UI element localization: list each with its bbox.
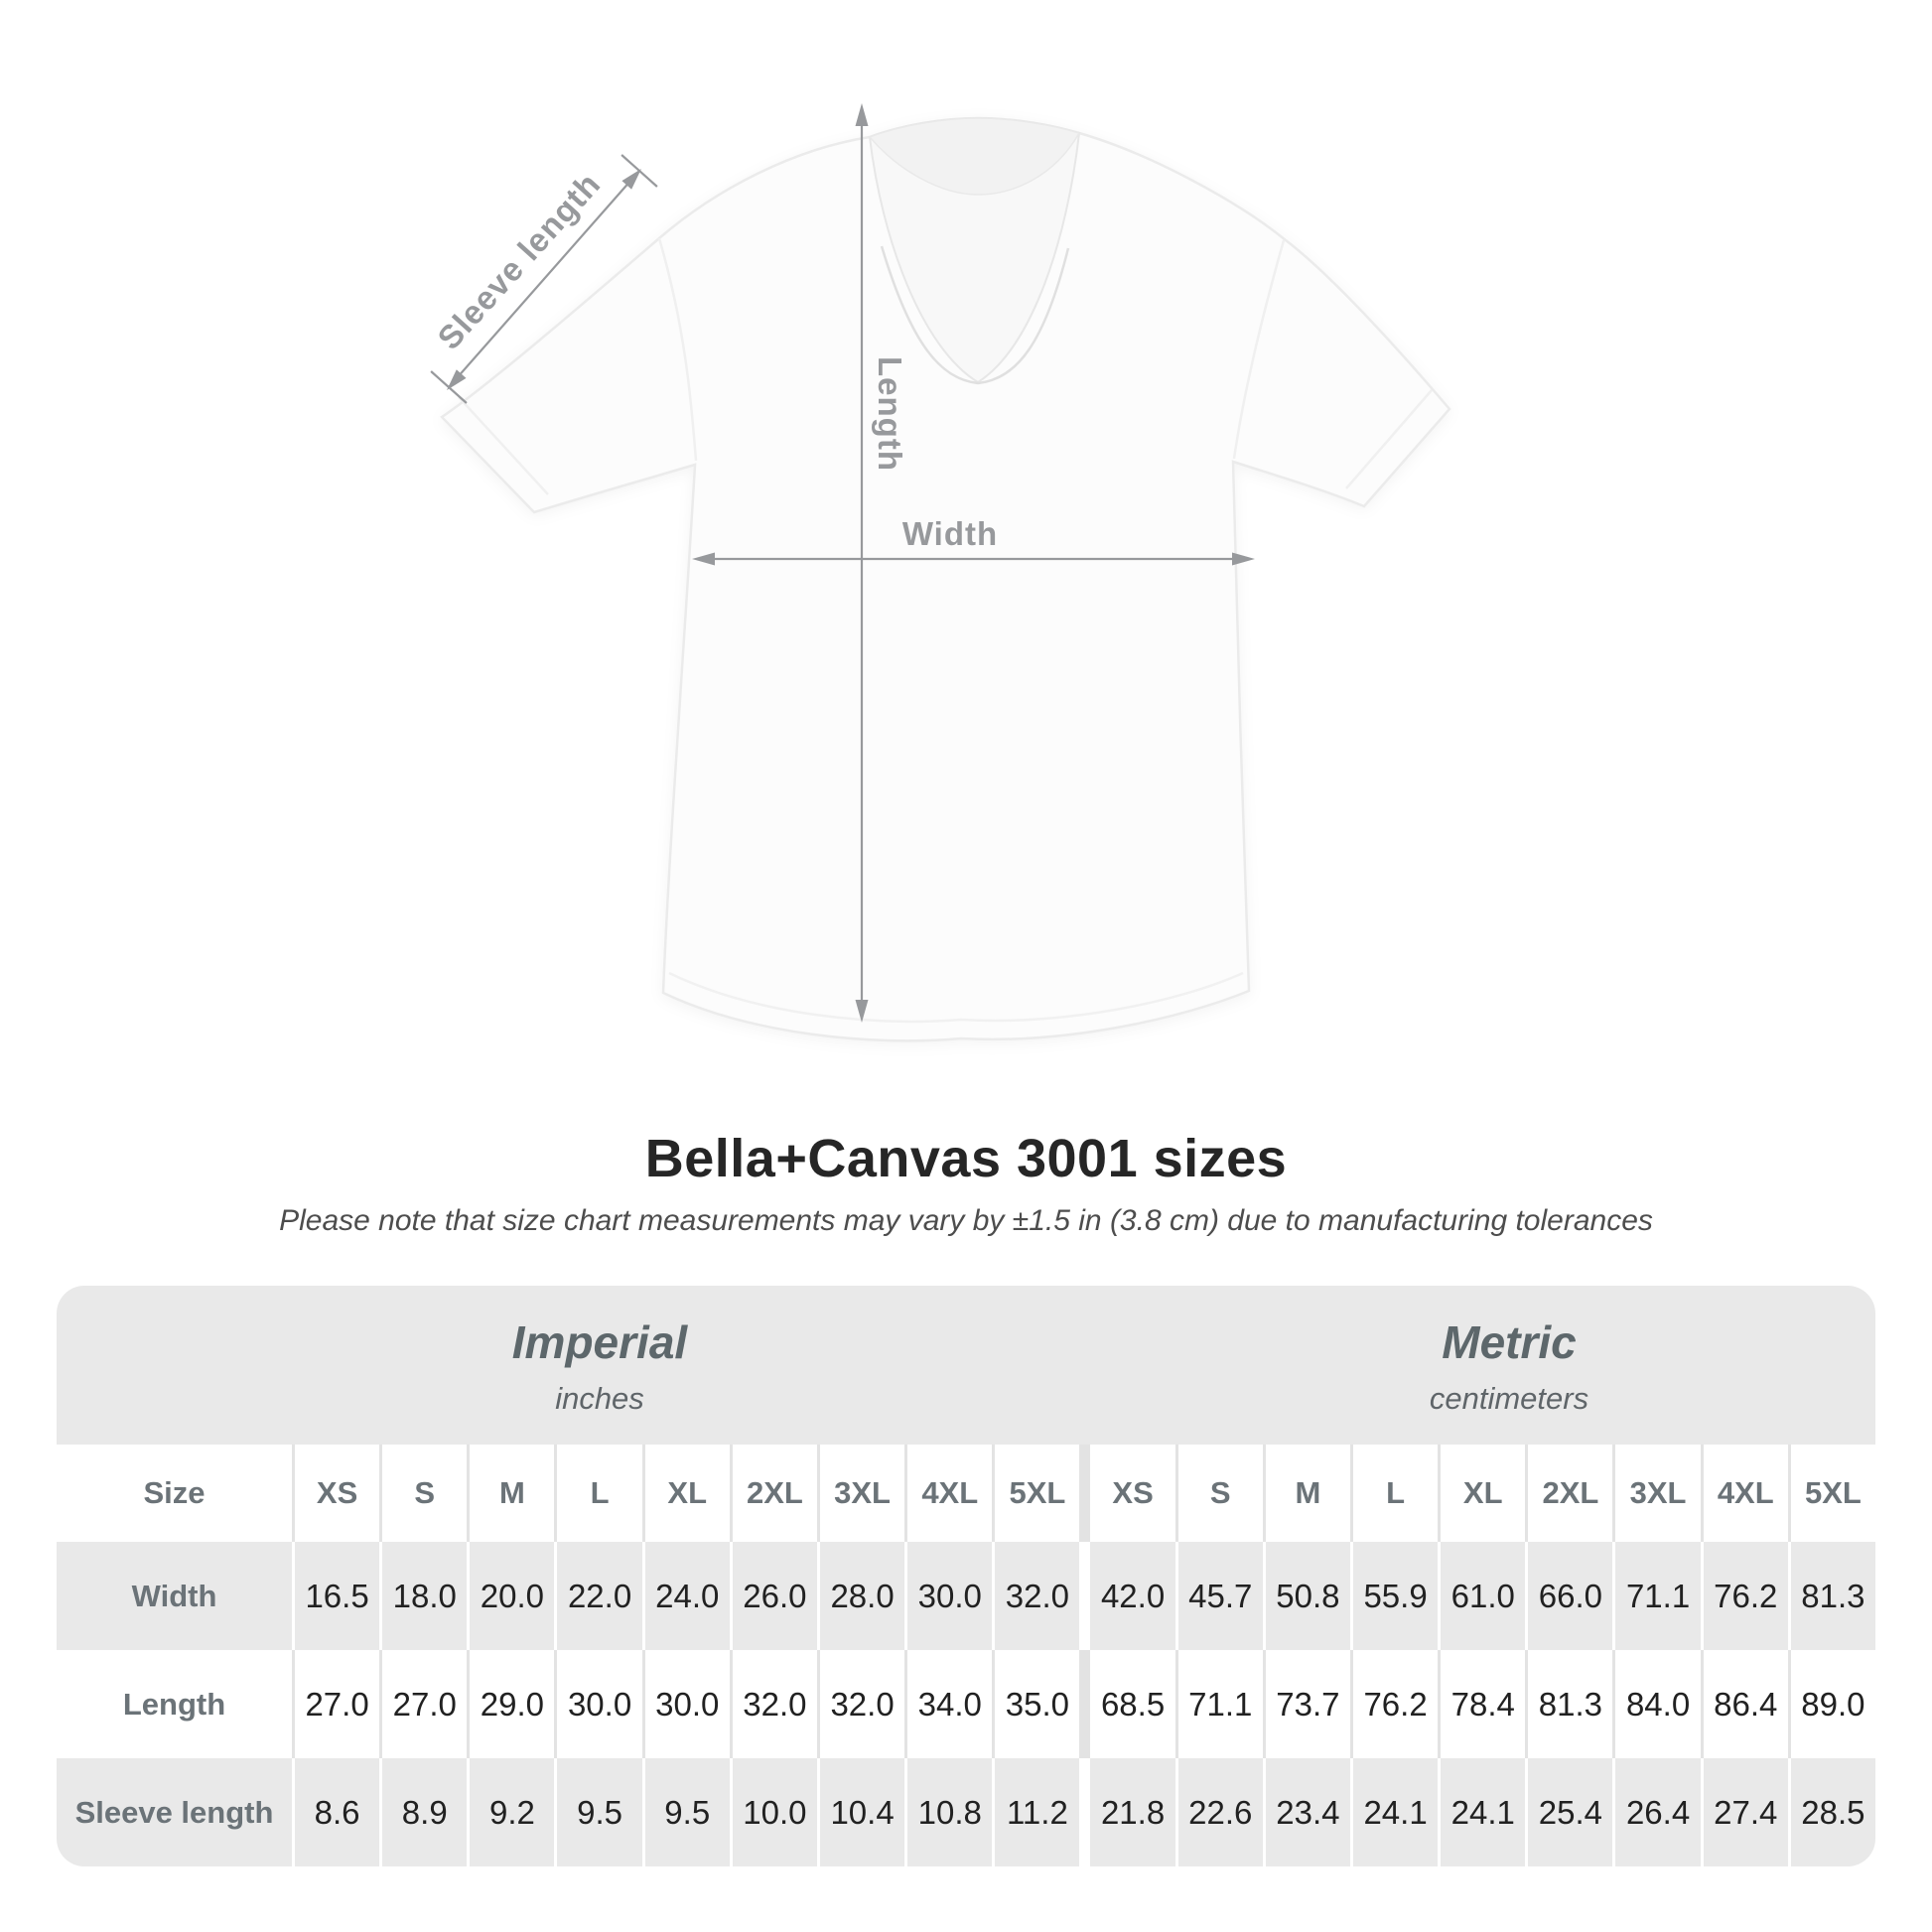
measurement-value-imperial: 9.5	[554, 1758, 641, 1866]
unit-divider	[1079, 1758, 1087, 1866]
measurement-value-metric: 68.5	[1087, 1650, 1174, 1758]
imperial-group-unit: inches	[555, 1381, 644, 1417]
imperial-group-title: Imperial	[511, 1315, 688, 1368]
measurement-value-imperial: 16.5	[292, 1542, 379, 1650]
measurement-value-metric: 25.4	[1525, 1758, 1612, 1866]
size-column-header-imperial-6: 3XL	[817, 1445, 904, 1542]
tolerance-note: Please note that size chart measurements may vary by ±1.5 in (3.8 cm) due to manufacturing tolerances	[279, 1204, 1653, 1237]
measurement-value-imperial: 27.0	[379, 1650, 467, 1758]
size-column-header-metric-5: 2XL	[1525, 1445, 1612, 1542]
unit-group-row	[57, 1286, 1875, 1445]
measurement-value-imperial: 27.0	[292, 1650, 379, 1758]
measurement-value-metric: 86.4	[1701, 1650, 1788, 1758]
measurement-value-metric: 24.1	[1438, 1758, 1525, 1866]
measurement-value-imperial: 9.5	[642, 1758, 730, 1866]
measurement-value-imperial: 30.0	[554, 1650, 641, 1758]
measurement-value-imperial: 10.8	[904, 1758, 992, 1866]
measurement-value-metric: 22.6	[1175, 1758, 1263, 1866]
measurement-value-metric: 45.7	[1175, 1542, 1263, 1650]
page-title: Bella+Canvas 3001 sizes	[644, 1129, 1288, 1188]
row-label: Width	[131, 1578, 217, 1613]
measurement-value-imperial: 29.0	[467, 1650, 554, 1758]
unit-divider	[1079, 1542, 1087, 1650]
measurement-value-metric: 21.8	[1087, 1758, 1174, 1866]
table-row	[57, 1758, 1875, 1866]
measurement-value-imperial: 10.4	[817, 1758, 904, 1866]
measurement-value-metric: 66.0	[1525, 1542, 1612, 1650]
size-column-header-metric-7: 4XL	[1701, 1445, 1788, 1542]
measurement-value-metric: 26.4	[1612, 1758, 1700, 1866]
size-column-header-metric-0: XS	[1087, 1445, 1174, 1542]
measurement-value-metric: 23.4	[1263, 1758, 1350, 1866]
measurement-value-imperial: 30.0	[642, 1650, 730, 1758]
sleeve-length-label: Sleeve length	[430, 165, 608, 356]
table-row	[57, 1542, 1875, 1650]
metric-group-header	[1143, 1286, 1875, 1445]
imperial-group-header	[57, 1286, 1143, 1445]
size-column-header-imperial-4: XL	[642, 1445, 730, 1542]
size-column-header-metric-6: 3XL	[1612, 1445, 1700, 1542]
row-label: Sleeve length	[74, 1794, 274, 1830]
measurement-value-imperial: 24.0	[642, 1542, 730, 1650]
width-label: Width	[901, 515, 999, 552]
measurement-value-metric: 71.1	[1612, 1542, 1700, 1650]
metric-group-title: Metric	[1442, 1315, 1577, 1368]
length-label: Length	[872, 356, 908, 472]
measurement-value-imperial: 28.0	[817, 1542, 904, 1650]
measurement-value-imperial: 8.9	[379, 1758, 467, 1866]
measurement-value-imperial: 32.0	[817, 1650, 904, 1758]
size-column-header-metric-3: L	[1350, 1445, 1438, 1542]
measurement-value-imperial: 10.0	[730, 1758, 817, 1866]
size-column-header-imperial-1: S	[379, 1445, 467, 1542]
size-column-header-imperial-8: 5XL	[992, 1445, 1079, 1542]
measurement-value-metric: 78.4	[1438, 1650, 1525, 1758]
size-label: Size	[143, 1475, 206, 1510]
measurement-value-metric: 61.0	[1438, 1542, 1525, 1650]
measurement-value-metric: 73.7	[1263, 1650, 1350, 1758]
size-column-header-metric-2: M	[1263, 1445, 1350, 1542]
measurement-value-imperial: 18.0	[379, 1542, 467, 1650]
size-column-header-metric-1: S	[1175, 1445, 1263, 1542]
tshirt-shape	[442, 118, 1449, 1040]
measurement-value-imperial: 8.6	[292, 1758, 379, 1866]
measurement-value-imperial: 35.0	[992, 1650, 1079, 1758]
measurement-value-metric: 81.3	[1788, 1542, 1875, 1650]
size-header-row	[57, 1445, 1875, 1542]
size-column-header-imperial-5: 2XL	[730, 1445, 817, 1542]
measurement-value-imperial: 20.0	[467, 1542, 554, 1650]
measurement-value-metric: 76.2	[1701, 1542, 1788, 1650]
measurement-value-metric: 27.4	[1701, 1758, 1788, 1866]
measurement-value-imperial: 32.0	[730, 1650, 817, 1758]
measurement-value-imperial: 34.0	[904, 1650, 992, 1758]
measurement-value-metric: 89.0	[1788, 1650, 1875, 1758]
measurement-value-imperial: 9.2	[467, 1758, 554, 1866]
unit-divider	[1079, 1445, 1087, 1542]
unit-divider	[1079, 1650, 1087, 1758]
size-column-header-metric-4: XL	[1438, 1445, 1525, 1542]
table-row	[57, 1650, 1875, 1758]
measurement-value-imperial: 11.2	[992, 1758, 1079, 1866]
size-column-header-imperial-2: M	[467, 1445, 554, 1542]
size-column-header-imperial-0: XS	[292, 1445, 379, 1542]
row-label: Length	[122, 1686, 226, 1722]
measurement-value-metric: 71.1	[1175, 1650, 1263, 1758]
size-column-header-metric-8: 5XL	[1788, 1445, 1875, 1542]
measurement-value-metric: 50.8	[1263, 1542, 1350, 1650]
measurement-value-metric: 84.0	[1612, 1650, 1700, 1758]
measurement-value-imperial: 26.0	[730, 1542, 817, 1650]
measurement-value-imperial: 32.0	[992, 1542, 1079, 1650]
measurement-value-metric: 55.9	[1350, 1542, 1438, 1650]
measurement-value-imperial: 22.0	[554, 1542, 641, 1650]
metric-group-unit: centimeters	[1429, 1381, 1589, 1417]
size-column-header-imperial-7: 4XL	[904, 1445, 992, 1542]
measurement-value-metric: 76.2	[1350, 1650, 1438, 1758]
size-table	[57, 1286, 1875, 1866]
measurement-value-imperial: 30.0	[904, 1542, 992, 1650]
measurement-value-metric: 81.3	[1525, 1650, 1612, 1758]
measurement-value-metric: 28.5	[1788, 1758, 1875, 1866]
size-column-header-imperial-3: L	[554, 1445, 641, 1542]
measurement-value-metric: 42.0	[1087, 1542, 1174, 1650]
measurement-value-metric: 24.1	[1350, 1758, 1438, 1866]
